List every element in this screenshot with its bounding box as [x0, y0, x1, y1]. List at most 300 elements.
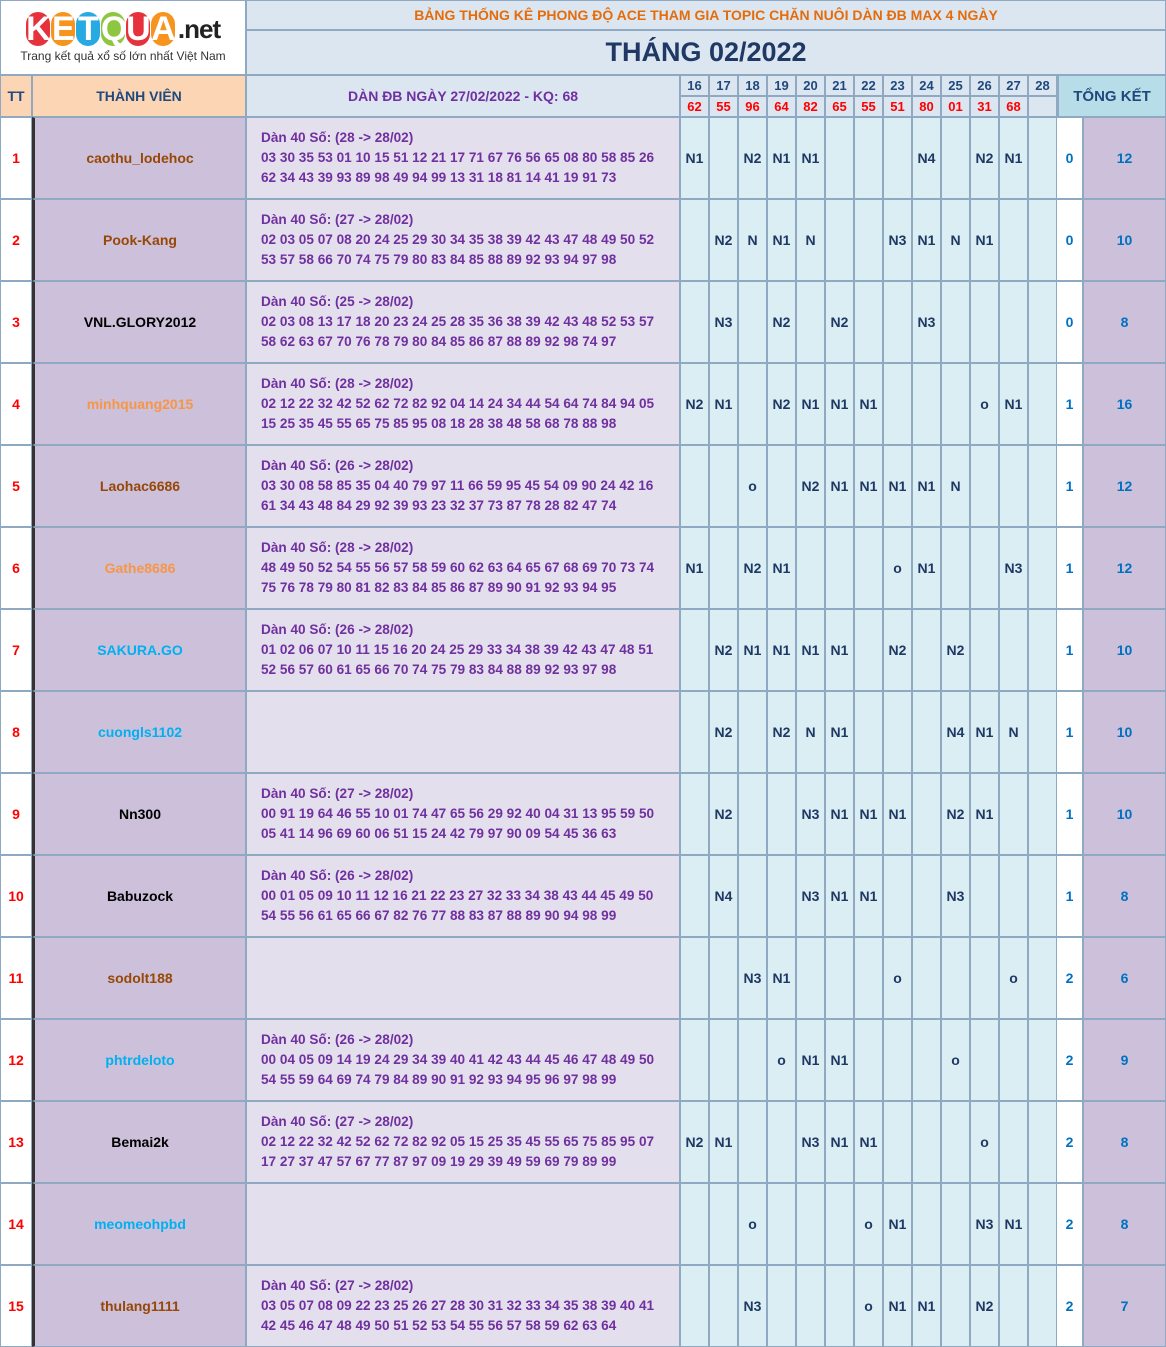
day-mark: N3 — [738, 937, 767, 1019]
summary-total: 12 — [1083, 117, 1166, 199]
day-mark: N1 — [767, 609, 796, 691]
day-mark: N1 — [825, 855, 854, 937]
summary-count: 0 — [1056, 117, 1083, 199]
dan-line: 02 03 05 07 08 20 24 25 29 30 34 35 38 39 42 43 47 48 49 50 52 — [261, 232, 655, 247]
day-mark — [825, 117, 854, 199]
day-mark: N1 — [825, 609, 854, 691]
day-mark — [1028, 1101, 1057, 1183]
day-mark — [680, 855, 709, 937]
dan-line: 03 05 07 08 09 22 23 25 26 27 28 30 31 32 33 34 35 38 39 40 41 — [261, 1298, 655, 1313]
day-mark — [709, 1265, 738, 1347]
member-name: meomeohpbd — [32, 1183, 246, 1265]
day-mark — [709, 445, 738, 527]
day-mark — [709, 117, 738, 199]
day-mark — [1028, 1019, 1057, 1101]
day-mark — [999, 1101, 1028, 1183]
member-name: VNL.GLORY2012 — [32, 281, 246, 363]
day-mark: N1 — [680, 117, 709, 199]
summary-count: 1 — [1056, 363, 1083, 445]
day-mark — [767, 855, 796, 937]
day-mark — [680, 445, 709, 527]
row-number: 5 — [0, 445, 32, 527]
row-number: 11 — [0, 937, 32, 1019]
day-mark — [1028, 609, 1057, 691]
day-mark: N4 — [709, 855, 738, 937]
day-mark: o — [767, 1019, 796, 1101]
day-mark — [796, 527, 825, 609]
logo-letter: A — [151, 10, 175, 48]
day-mark: N3 — [796, 1101, 825, 1183]
summary-total: 12 — [1083, 527, 1166, 609]
day-header: 23 — [883, 75, 912, 96]
day-mark — [912, 1183, 941, 1265]
dan-header: Dàn 40 Số: (26 -> 28/02) — [261, 868, 414, 883]
row-number: 9 — [0, 773, 32, 855]
day-mark — [854, 937, 883, 1019]
summary-total: 16 — [1083, 363, 1166, 445]
day-mark — [912, 773, 941, 855]
day-mark — [680, 1019, 709, 1101]
day-mark: N1 — [912, 527, 941, 609]
dan-numbers — [246, 1101, 680, 1183]
day-mark — [738, 1019, 767, 1101]
day-mark: N2 — [941, 773, 970, 855]
row-number: 14 — [0, 1183, 32, 1265]
day-mark: N2 — [738, 117, 767, 199]
dan-line: 42 45 46 47 48 49 50 51 52 53 54 55 56 57 58 59 62 63 64 — [261, 1318, 617, 1333]
day-mark — [1028, 773, 1057, 855]
day-result: 64 — [767, 96, 796, 117]
day-mark: o — [883, 527, 912, 609]
summary-total: 10 — [1083, 691, 1166, 773]
day-mark — [883, 855, 912, 937]
day-mark — [738, 1101, 767, 1183]
summary-count: 2 — [1056, 1101, 1083, 1183]
dan-header: Dàn 40 Số: (25 -> 28/02) — [261, 294, 414, 309]
day-mark — [767, 1101, 796, 1183]
dan-numbers — [246, 773, 680, 855]
day-mark — [912, 691, 941, 773]
logo-letter: K — [26, 10, 50, 48]
day-mark — [999, 445, 1028, 527]
day-mark: N — [941, 445, 970, 527]
day-mark: N1 — [767, 527, 796, 609]
day-mark — [970, 445, 999, 527]
day-header: 20 — [796, 75, 825, 96]
row-number: 6 — [0, 527, 32, 609]
logo-letter: E — [52, 10, 74, 48]
day-mark — [680, 199, 709, 281]
dan-line: 01 02 06 07 10 11 15 16 20 24 25 29 33 34 38 39 42 43 47 48 51 — [261, 642, 654, 657]
day-mark: N1 — [796, 363, 825, 445]
dan-line: 54 55 56 61 65 66 67 82 76 77 88 83 87 88 89 90 94 98 99 — [261, 908, 617, 923]
day-mark: N1 — [854, 773, 883, 855]
member-name: thulang1111 — [32, 1265, 246, 1347]
day-mark: o — [854, 1265, 883, 1347]
day-mark: N2 — [767, 691, 796, 773]
day-mark: N1 — [883, 1183, 912, 1265]
dan-line: 02 03 08 13 17 18 20 23 24 25 28 35 36 38 39 42 43 48 52 53 57 — [261, 314, 655, 329]
day-mark — [1028, 199, 1057, 281]
summary-count: 0 — [1056, 199, 1083, 281]
day-mark: N1 — [912, 1265, 941, 1347]
dan-line: 54 55 59 64 69 74 79 84 89 90 91 92 93 94 95 96 97 98 99 — [261, 1072, 617, 1087]
day-mark — [912, 1101, 941, 1183]
day-mark: o — [970, 1101, 999, 1183]
day-header: 22 — [854, 75, 883, 96]
day-mark — [738, 281, 767, 363]
header-dan: DÀN ĐB NGÀY 27/02/2022 - KQ: 68 — [246, 75, 680, 117]
ketqua-logo[interactable] — [0, 0, 246, 75]
logo-net: .net — [177, 14, 221, 44]
row-number: 10 — [0, 855, 32, 937]
day-mark: N3 — [970, 1183, 999, 1265]
day-mark — [941, 1265, 970, 1347]
day-result: 01 — [941, 96, 970, 117]
dan-line: 02 12 22 32 42 52 62 72 82 92 05 15 25 35 45 55 65 75 85 95 07 — [261, 1134, 655, 1149]
logo-letter: Q — [100, 10, 127, 48]
dan-line: 00 01 05 09 10 11 12 16 21 22 23 27 32 33 34 38 43 44 45 49 50 — [261, 888, 654, 903]
day-mark: N1 — [767, 937, 796, 1019]
day-mark: N1 — [709, 1101, 738, 1183]
day-mark: o — [854, 1183, 883, 1265]
dan-line: 48 49 50 52 54 55 56 57 58 59 60 62 63 64 65 67 68 69 70 73 74 — [261, 560, 655, 575]
day-mark: N2 — [970, 117, 999, 199]
day-mark: N1 — [912, 199, 941, 281]
day-mark — [680, 281, 709, 363]
dan-line: 53 57 58 66 70 74 75 79 80 83 84 85 88 89 92 93 94 97 98 — [261, 252, 617, 267]
day-mark — [912, 855, 941, 937]
day-mark — [709, 527, 738, 609]
day-mark: N — [941, 199, 970, 281]
day-mark: N2 — [825, 281, 854, 363]
day-mark: N1 — [825, 691, 854, 773]
day-mark: N3 — [709, 281, 738, 363]
day-mark — [970, 937, 999, 1019]
dan-line: 52 56 57 60 61 65 66 70 74 75 79 83 84 88 89 92 93 97 98 — [261, 662, 617, 677]
day-header: 18 — [738, 75, 767, 96]
summary-total: 6 — [1083, 937, 1166, 1019]
day-mark — [883, 1019, 912, 1101]
summary-count: 2 — [1056, 1019, 1083, 1101]
day-mark — [825, 527, 854, 609]
day-mark — [854, 609, 883, 691]
day-mark — [883, 281, 912, 363]
row-number: 13 — [0, 1101, 32, 1183]
row-number: 2 — [0, 199, 32, 281]
day-mark: N3 — [796, 855, 825, 937]
day-mark — [680, 691, 709, 773]
day-mark: N1 — [796, 609, 825, 691]
day-result: 80 — [912, 96, 941, 117]
summary-count: 2 — [1056, 1183, 1083, 1265]
day-header: 16 — [680, 75, 709, 96]
dan-line: 17 27 37 47 57 67 77 87 97 09 19 29 39 49 59 69 79 89 99 — [261, 1154, 617, 1169]
dan-header: Dàn 40 Số: (26 -> 28/02) — [261, 622, 414, 637]
day-mark — [999, 855, 1028, 937]
day-mark: N2 — [970, 1265, 999, 1347]
day-mark — [738, 691, 767, 773]
day-mark — [1028, 937, 1057, 1019]
dan-numbers — [246, 281, 680, 363]
member-name: phtrdeloto — [32, 1019, 246, 1101]
day-mark — [970, 1019, 999, 1101]
day-mark: N3 — [999, 527, 1028, 609]
day-mark — [1028, 445, 1057, 527]
logo-tagline: Trang kết quả xổ số lớn nhất Việt Nam — [20, 49, 226, 63]
day-mark: N1 — [825, 1101, 854, 1183]
header-tt: TT — [0, 75, 32, 117]
member-name: Bemai2k — [32, 1101, 246, 1183]
dan-header: Dàn 40 Số: (27 -> 28/02) — [261, 1278, 414, 1293]
summary-total: 8 — [1083, 281, 1166, 363]
summary-count: 1 — [1056, 527, 1083, 609]
summary-count: 2 — [1056, 1265, 1083, 1347]
day-result: 96 — [738, 96, 767, 117]
dan-line: 03 30 35 53 01 10 15 51 12 21 17 71 67 76 56 65 08 80 58 85 26 — [261, 150, 655, 165]
dan-line: 03 30 08 58 85 35 04 40 79 97 11 66 59 95 45 54 09 90 24 42 16 — [261, 478, 654, 493]
day-mark: N1 — [767, 117, 796, 199]
day-mark: N3 — [912, 281, 941, 363]
day-mark — [912, 363, 941, 445]
day-mark — [854, 527, 883, 609]
dan-header: Dàn 40 Số: (27 -> 28/02) — [261, 212, 414, 227]
day-mark — [680, 773, 709, 855]
day-mark — [941, 117, 970, 199]
day-mark: N4 — [941, 691, 970, 773]
day-mark: N2 — [941, 609, 970, 691]
day-mark — [1028, 1183, 1057, 1265]
day-mark: N2 — [709, 609, 738, 691]
day-result: 55 — [709, 96, 738, 117]
day-mark: N1 — [680, 527, 709, 609]
day-mark — [912, 609, 941, 691]
day-mark: N1 — [999, 1183, 1028, 1265]
day-mark: N — [796, 199, 825, 281]
day-mark — [738, 773, 767, 855]
day-mark: N2 — [709, 773, 738, 855]
day-result: 55 — [854, 96, 883, 117]
day-mark: N1 — [883, 1265, 912, 1347]
dan-numbers — [246, 1183, 680, 1265]
day-mark: N1 — [825, 773, 854, 855]
dan-line: 58 62 63 67 70 76 78 79 80 84 85 86 87 88 89 92 98 74 97 — [261, 334, 617, 349]
day-mark: N1 — [970, 691, 999, 773]
day-result: 68 — [999, 96, 1028, 117]
dan-numbers — [246, 199, 680, 281]
member-name: sodolt188 — [32, 937, 246, 1019]
day-mark — [883, 363, 912, 445]
day-mark — [1028, 1265, 1057, 1347]
day-mark — [738, 855, 767, 937]
day-mark — [941, 1101, 970, 1183]
day-mark — [883, 691, 912, 773]
day-mark — [941, 527, 970, 609]
day-mark: N2 — [709, 691, 738, 773]
day-mark: N1 — [767, 199, 796, 281]
day-mark — [941, 363, 970, 445]
day-mark: N1 — [999, 117, 1028, 199]
logo-letter: T — [76, 12, 100, 46]
day-mark: N2 — [680, 363, 709, 445]
day-mark — [941, 1183, 970, 1265]
member-name: caothu_lodehoc — [32, 117, 246, 199]
day-mark: N3 — [738, 1265, 767, 1347]
day-mark — [767, 1183, 796, 1265]
day-mark — [1028, 117, 1057, 199]
day-mark: N3 — [941, 855, 970, 937]
dan-header: Dàn 40 Số: (28 -> 28/02) — [261, 540, 414, 555]
day-header: 19 — [767, 75, 796, 96]
dan-numbers — [246, 691, 680, 773]
day-mark: N1 — [912, 445, 941, 527]
day-mark: N1 — [854, 1101, 883, 1183]
row-number: 7 — [0, 609, 32, 691]
dan-header: Dàn 40 Số: (26 -> 28/02) — [261, 458, 414, 473]
member-name: Gathe8686 — [32, 527, 246, 609]
dan-numbers — [246, 117, 680, 199]
header-spacer — [1056, 75, 1058, 117]
day-mark: N1 — [883, 445, 912, 527]
summary-count: 1 — [1056, 445, 1083, 527]
day-mark: N2 — [709, 199, 738, 281]
day-mark — [796, 1183, 825, 1265]
summary-count: 1 — [1056, 609, 1083, 691]
day-mark — [999, 199, 1028, 281]
day-mark: N1 — [709, 363, 738, 445]
summary-total: 8 — [1083, 1101, 1166, 1183]
day-mark: N2 — [796, 445, 825, 527]
day-mark — [709, 1019, 738, 1101]
day-result: 82 — [796, 96, 825, 117]
member-name: Babuzock — [32, 855, 246, 937]
summary-total: 10 — [1083, 199, 1166, 281]
day-mark — [854, 117, 883, 199]
day-mark — [912, 937, 941, 1019]
day-mark — [709, 937, 738, 1019]
dan-header: Dàn 40 Số: (28 -> 28/02) — [261, 130, 414, 145]
row-number: 8 — [0, 691, 32, 773]
summary-count: 1 — [1056, 691, 1083, 773]
header-member: THÀNH VIÊN — [32, 75, 246, 117]
day-mark — [883, 1101, 912, 1183]
dan-line: 05 41 14 96 69 60 06 51 15 24 42 79 97 90 09 54 45 36 63 — [261, 826, 617, 841]
day-header: 24 — [912, 75, 941, 96]
day-mark — [767, 445, 796, 527]
day-header: 25 — [941, 75, 970, 96]
summary-count: 0 — [1056, 281, 1083, 363]
day-result — [1028, 96, 1057, 117]
day-mark — [680, 937, 709, 1019]
day-mark: N2 — [767, 363, 796, 445]
day-mark — [796, 1265, 825, 1347]
day-mark: N1 — [825, 445, 854, 527]
day-mark: N1 — [999, 363, 1028, 445]
summary-total: 10 — [1083, 773, 1166, 855]
day-mark — [680, 609, 709, 691]
day-mark — [825, 937, 854, 1019]
day-header: 28 — [1028, 75, 1057, 96]
summary-total: 9 — [1083, 1019, 1166, 1101]
dan-line: 61 34 43 48 84 29 92 39 93 23 32 37 73 87 78 28 82 47 74 — [261, 498, 617, 513]
day-mark — [970, 527, 999, 609]
dan-line: 00 91 19 64 46 55 10 01 74 47 65 56 29 92 40 04 31 13 95 59 50 — [261, 806, 655, 821]
day-mark — [970, 281, 999, 363]
dan-header: Dàn 40 Số: (26 -> 28/02) — [261, 1032, 414, 1047]
day-mark — [854, 281, 883, 363]
summary-total: 10 — [1083, 609, 1166, 691]
row-number: 1 — [0, 117, 32, 199]
day-mark: o — [941, 1019, 970, 1101]
summary-count: 1 — [1056, 855, 1083, 937]
day-mark: N2 — [767, 281, 796, 363]
row-number: 3 — [0, 281, 32, 363]
dan-numbers — [246, 609, 680, 691]
day-mark — [825, 199, 854, 281]
dan-line: 15 25 35 45 55 65 75 85 95 08 18 28 38 48 58 68 78 88 98 — [261, 416, 617, 431]
day-mark — [796, 937, 825, 1019]
day-mark: o — [970, 363, 999, 445]
day-header: 17 — [709, 75, 738, 96]
day-result: 62 — [680, 96, 709, 117]
day-mark — [709, 1183, 738, 1265]
dan-line: 75 76 78 79 80 81 82 83 84 85 86 87 89 90 91 92 93 94 95 — [261, 580, 617, 595]
day-result: 65 — [825, 96, 854, 117]
dan-line: 62 34 43 39 93 89 98 49 94 99 13 31 18 81 14 41 19 91 73 — [261, 170, 617, 185]
dan-numbers — [246, 363, 680, 445]
day-mark — [912, 1019, 941, 1101]
day-mark — [999, 1019, 1028, 1101]
day-mark — [883, 117, 912, 199]
row-number: 12 — [0, 1019, 32, 1101]
table-title: BẢNG THỐNG KÊ PHONG ĐỘ ACE THAM GIA TOPIC CHĂN NUÔI DÀN ĐB MAX 4 NGÀY — [246, 0, 1166, 30]
logo-wordmark — [26, 12, 220, 46]
day-mark: N1 — [854, 445, 883, 527]
day-mark — [970, 609, 999, 691]
day-mark — [680, 1183, 709, 1265]
member-name: Nn300 — [32, 773, 246, 855]
month-title: THÁNG 02/2022 — [246, 30, 1166, 75]
dan-line: 00 04 05 09 14 19 24 29 34 39 40 41 42 43 44 45 46 47 48 49 50 — [261, 1052, 655, 1067]
member-name: cuongls1102 — [32, 691, 246, 773]
day-mark: N1 — [970, 773, 999, 855]
day-mark: N1 — [825, 1019, 854, 1101]
day-mark — [1028, 363, 1057, 445]
day-mark — [796, 281, 825, 363]
dan-header: Dàn 40 Số: (27 -> 28/02) — [261, 786, 414, 801]
summary-total: 7 — [1083, 1265, 1166, 1347]
day-mark — [999, 773, 1028, 855]
day-mark — [999, 609, 1028, 691]
day-mark — [941, 281, 970, 363]
dan-numbers — [246, 855, 680, 937]
summary-total: 12 — [1083, 445, 1166, 527]
day-mark: o — [738, 1183, 767, 1265]
day-mark: o — [999, 937, 1028, 1019]
day-result: 31 — [970, 96, 999, 117]
day-mark — [999, 281, 1028, 363]
day-result: 51 — [883, 96, 912, 117]
day-header: 21 — [825, 75, 854, 96]
day-mark: N — [999, 691, 1028, 773]
row-number: 15 — [0, 1265, 32, 1347]
dan-numbers — [246, 937, 680, 1019]
day-header: 27 — [999, 75, 1028, 96]
day-mark: N1 — [796, 1019, 825, 1101]
day-mark — [825, 1183, 854, 1265]
dan-numbers — [246, 527, 680, 609]
day-mark: N2 — [680, 1101, 709, 1183]
